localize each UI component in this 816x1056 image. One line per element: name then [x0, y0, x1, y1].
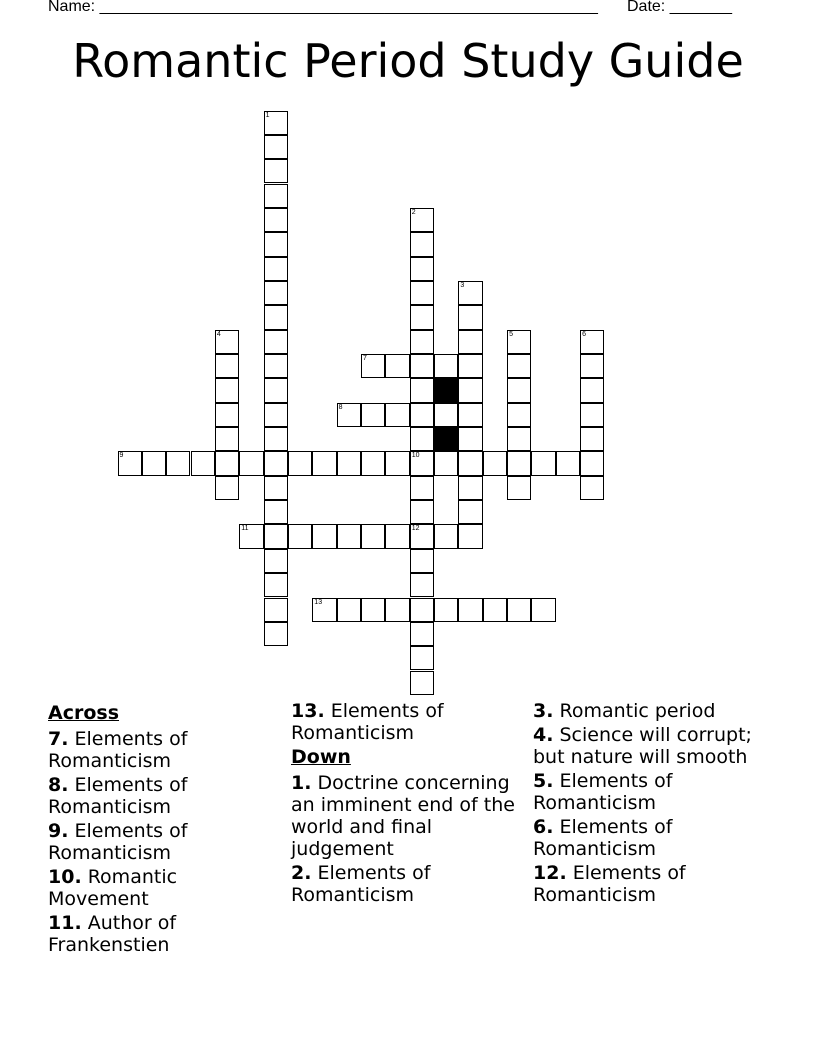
crossword-cell[interactable]: [385, 403, 409, 427]
crossword-cell[interactable]: [458, 598, 482, 622]
crossword-cell[interactable]: [458, 403, 482, 427]
crossword-cell[interactable]: [580, 476, 604, 500]
clue-text: Doctrine concerning an imminent end of the world and final judgement: [291, 772, 515, 860]
crossword-cell[interactable]: [410, 403, 434, 427]
crossword-cell[interactable]: [458, 330, 482, 354]
clue-number-label: 7.: [48, 728, 69, 750]
clue-text: Author of Frankenstien: [48, 912, 177, 956]
crossword-cell[interactable]: [215, 427, 239, 451]
crossword-cell[interactable]: [312, 451, 336, 475]
clue-text: Elements of Romanticism: [291, 700, 444, 744]
clue-number: 6: [582, 330, 587, 338]
crossword-cell[interactable]: [264, 500, 288, 524]
clues-column-3: [533, 700, 768, 908]
down-heading: Down: [291, 746, 351, 768]
crossword-cell[interactable]: [410, 524, 434, 548]
clue-text: Elements of Romanticism: [291, 862, 431, 906]
crossword-cell[interactable]: [580, 378, 604, 402]
crossword-cell[interactable]: [483, 451, 507, 475]
crossword-cell[interactable]: [264, 451, 288, 475]
crossword-cell[interactable]: [580, 354, 604, 378]
crossword-cell[interactable]: [410, 232, 434, 256]
crossword-cell[interactable]: [458, 524, 482, 548]
clue-number-label: 6.: [533, 816, 554, 838]
crossword-cell[interactable]: [580, 403, 604, 427]
crossword-cell[interactable]: [410, 598, 434, 622]
clue-list-across-continued: [291, 700, 526, 744]
crossword-cell[interactable]: [215, 330, 239, 354]
clue-number: 13: [314, 598, 323, 606]
crossword-cell[interactable]: [458, 354, 482, 378]
crossword-cell[interactable]: [410, 500, 434, 524]
crossword-cell[interactable]: [458, 281, 482, 305]
crossword-cell[interactable]: [264, 305, 288, 329]
clue-text: Elements of Romanticism: [48, 820, 188, 864]
crossword-cell[interactable]: [580, 427, 604, 451]
crossword-cell[interactable]: [264, 111, 288, 135]
clue-text: Elements of Romanticism: [48, 728, 188, 772]
clue-number-label: 13.: [291, 700, 325, 722]
crossword-cell[interactable]: [264, 598, 288, 622]
crossword-cell[interactable]: [507, 330, 531, 354]
crossword-cell[interactable]: [264, 427, 288, 451]
crossword-cell[interactable]: [410, 354, 434, 378]
crossword-cell[interactable]: [410, 451, 434, 475]
crossword-cell[interactable]: [580, 330, 604, 354]
crossword-cell[interactable]: [458, 476, 482, 500]
crossword-cell[interactable]: [507, 451, 531, 475]
clue-text: Romantic period: [553, 700, 716, 722]
crossword-cell[interactable]: [312, 524, 336, 548]
clue-item: [48, 912, 283, 956]
crossword-cell[interactable]: [361, 403, 385, 427]
crossword-cell[interactable]: [166, 451, 190, 475]
crossword-cell[interactable]: [264, 378, 288, 402]
clue-item: [291, 772, 526, 860]
crossword-cell[interactable]: [337, 451, 361, 475]
crossword-cell[interactable]: [458, 305, 482, 329]
crossword-cell[interactable]: [215, 403, 239, 427]
clue-number-label: 12.: [533, 862, 567, 884]
clue-list-down-continued: [533, 700, 768, 906]
clue-number-label: 4.: [533, 724, 554, 746]
crossword-cell[interactable]: [191, 451, 215, 475]
crossword-cell[interactable]: [264, 232, 288, 256]
crossword-cell[interactable]: [264, 622, 288, 646]
crossword-cell[interactable]: [507, 427, 531, 451]
crossword-cell[interactable]: [264, 573, 288, 597]
clue-number: 7: [363, 355, 367, 362]
crossword-cell[interactable]: [337, 524, 361, 548]
crossword-cell[interactable]: [385, 524, 409, 548]
clue-number: 9: [119, 452, 124, 460]
crossword-cell[interactable]: [410, 427, 434, 451]
crossword-cell[interactable]: [531, 598, 555, 622]
crossword-cell[interactable]: [434, 451, 458, 475]
blocked-cell: [434, 378, 458, 402]
clue-text: Elements of Romanticism: [533, 770, 673, 814]
crossword-cell[interactable]: [361, 598, 385, 622]
clue-list-across: [48, 728, 283, 956]
clue-number-label: 1.: [291, 772, 312, 794]
crossword-cell[interactable]: [264, 549, 288, 573]
crossword-cell[interactable]: [264, 524, 288, 548]
clue-text: Romantic Movement: [48, 866, 178, 910]
clue-number: 2: [411, 208, 416, 216]
crossword-cell[interactable]: [410, 208, 434, 232]
crossword-cell[interactable]: [264, 159, 288, 183]
crossword-cell[interactable]: [264, 403, 288, 427]
crossword-cell[interactable]: [410, 622, 434, 646]
crossword-cell[interactable]: [361, 524, 385, 548]
crossword-cell[interactable]: [410, 257, 434, 281]
clue-number-label: 11.: [48, 912, 82, 934]
crossword-cell[interactable]: [531, 451, 555, 475]
clue-item: [533, 724, 768, 768]
page-title: Romantic Period Study Guide: [72, 34, 744, 88]
clue-number-label: 5.: [533, 770, 554, 792]
clue-number: 1: [265, 111, 270, 119]
crossword-cell[interactable]: [264, 208, 288, 232]
clue-number-label: 8.: [48, 774, 69, 796]
clue-list-down: [291, 772, 526, 906]
clue-item: [291, 862, 526, 906]
clues-column-1: [48, 700, 283, 958]
crossword-cell[interactable]: [264, 281, 288, 305]
crossword-cell[interactable]: [264, 135, 288, 159]
crossword-cell[interactable]: [410, 281, 434, 305]
clue-item: [48, 728, 283, 772]
date-field-label: Date: _______: [627, 0, 732, 15]
crossword-cell[interactable]: [410, 549, 434, 573]
clue-number-label: 10.: [48, 866, 82, 888]
clue-text: Elements of Romanticism: [533, 816, 673, 860]
crossword-cell[interactable]: [507, 476, 531, 500]
crossword-cell[interactable]: [458, 427, 482, 451]
clue-text: Elements of Romanticism: [48, 774, 188, 818]
crossword-cell[interactable]: [410, 646, 434, 670]
clue-item: [291, 700, 526, 744]
crossword-cell[interactable]: [264, 184, 288, 208]
crossword-cell[interactable]: [264, 354, 288, 378]
crossword-cell[interactable]: [361, 451, 385, 475]
crossword-cell[interactable]: [337, 403, 361, 427]
clue-item: [533, 816, 768, 860]
crossword-cell[interactable]: [434, 403, 458, 427]
crossword-cell[interactable]: [361, 354, 385, 378]
crossword-cell[interactable]: [556, 451, 580, 475]
clue-number: 12: [411, 525, 420, 533]
name-field-label: Name: ________________________________________________________: [48, 0, 598, 15]
crossword-cell[interactable]: [410, 305, 434, 329]
crossword-cell[interactable]: [507, 598, 531, 622]
crossword-cell[interactable]: [507, 403, 531, 427]
clue-number-label: 9.: [48, 820, 69, 842]
clue-item: [533, 700, 768, 722]
crossword-cell[interactable]: [410, 330, 434, 354]
crossword-cell[interactable]: [118, 451, 142, 475]
crossword-cell[interactable]: [239, 524, 263, 548]
crossword-cell[interactable]: [142, 451, 166, 475]
crossword-cell[interactable]: [434, 354, 458, 378]
crossword-cell[interactable]: [239, 451, 263, 475]
clues-column-2: [291, 700, 526, 908]
crossword-cell[interactable]: [385, 451, 409, 475]
crossword-cell[interactable]: [434, 598, 458, 622]
clue-number: 5: [509, 330, 513, 338]
blocked-cell: [434, 427, 458, 451]
crossword-cell[interactable]: [215, 451, 239, 475]
crossword-cell[interactable]: [288, 451, 312, 475]
clue-number: 10: [411, 452, 420, 460]
crossword-cell[interactable]: [458, 451, 482, 475]
crossword-cell[interactable]: [580, 451, 604, 475]
clue-number: 3: [460, 281, 465, 289]
crossword-cell[interactable]: [507, 354, 531, 378]
crossword-cell[interactable]: [385, 354, 409, 378]
clue-item: [48, 866, 283, 910]
crossword-cell[interactable]: [410, 671, 434, 695]
crossword-cell[interactable]: [410, 378, 434, 402]
clue-number-label: 2.: [291, 862, 312, 884]
crossword-cell[interactable]: [337, 598, 361, 622]
crossword-cell[interactable]: [215, 354, 239, 378]
clue-number-label: 3.: [533, 700, 554, 722]
clue-item: [48, 774, 283, 818]
clue-item: [48, 820, 283, 864]
clue-text: Science will corrupt; but nature will smooth: [533, 724, 752, 768]
crossword-cell[interactable]: [458, 500, 482, 524]
crossword-cell[interactable]: [264, 330, 288, 354]
clue-number: 11: [241, 525, 249, 533]
clue-number: 4: [216, 330, 221, 338]
crossword-cell[interactable]: [410, 476, 434, 500]
crossword-cell[interactable]: [410, 573, 434, 597]
crossword-cell[interactable]: [507, 378, 531, 402]
crossword-cell[interactable]: [215, 476, 239, 500]
clue-text: Elements of Romanticism: [533, 862, 686, 906]
crossword-cell[interactable]: [264, 257, 288, 281]
crossword-cell[interactable]: [312, 598, 336, 622]
across-heading: Across: [48, 702, 120, 724]
crossword-cell[interactable]: [215, 378, 239, 402]
clue-number: 8: [338, 403, 343, 411]
clue-item: [533, 770, 768, 814]
clue-item: [533, 862, 768, 906]
crossword-cell[interactable]: [458, 378, 482, 402]
crossword-cell[interactable]: [385, 598, 409, 622]
crossword-cell[interactable]: [483, 598, 507, 622]
crossword-cell[interactable]: [264, 476, 288, 500]
crossword-cell[interactable]: [288, 524, 312, 548]
crossword-cell[interactable]: [434, 524, 458, 548]
